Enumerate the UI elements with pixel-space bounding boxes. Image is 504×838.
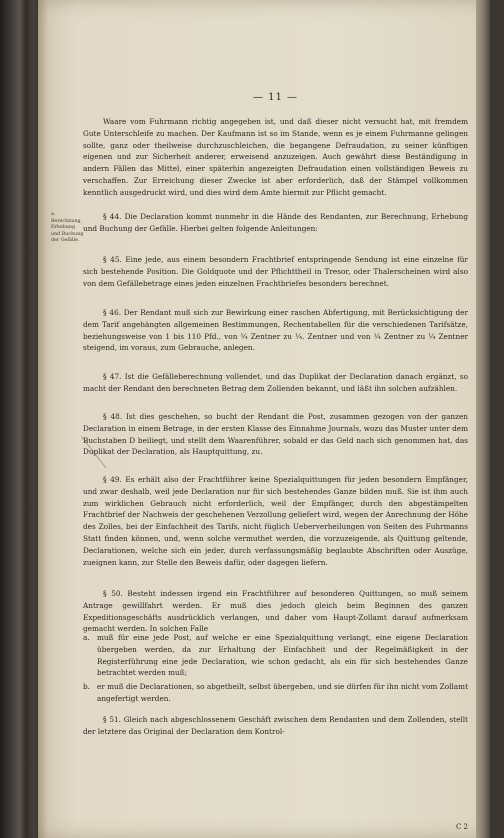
paragraph-51: § 51. Gleich nach abgeschlossenem Geschäft zwischen dem Rendanten und dem Zollenden, stellt der letztere das Original der Declaration dem Kontrol- xyxy=(83,715,468,736)
signature-mark: C 2 xyxy=(455,823,468,831)
page-content xyxy=(51,0,469,838)
document-page xyxy=(38,0,490,838)
list-item-a xyxy=(83,632,468,679)
list-item-a-text: muß für eine jede Post, auf welche er eine Spezialquittung verlangt, eine eigene Declaration übergeben werden, da zur Erhaltung der Einfachheit und der Regelmäßigkeit in der Registerführung eine jede Declaration, wie schon gedacht, als ein für sich bestehendes Ganze betrachtet werden muß; xyxy=(97,633,468,678)
paragraph-49: § 49. Es erhält also der Frachtführer keine Spezialquittungen für jeden besondern Empfänger, und zwar deshalb, weil jede Declaration nur für sich bestehendes Ganze bilden muß. Sie ist ihm auch zum wirklichen Gebrauch nicht erforderlich, weil der Empfänger, durch den abgestämpelten Frachtbrief der Nachweis der geschehenen Verzollung geliefert wird, wegen der Anrechnung der Höhe des Zolles, bei der Einfachheit des Tarifs, nicht füglich Ueberverheilungen von Seiten des Fuhrmanns Statt finden können, und, wenn solche vermuthet werden, die vorzuzeigende, als Quittung geltende, Declarationen, welche sich ein jeder, durch verfassungsmäßig beglaubte Abschriften oder Auszüge, zueignen kann, zur Stelle den Beweis dafür, oder dagegen liefern. xyxy=(83,475,468,567)
paragraph-48: § 48. Ist dies geschehen, so bucht der Rendant die Post, zusammen gezogen von der ganzen Declaration in einem Betrage, in der ersten Klasse des Einnahme Journals, wozu das Muster unter dem Buchstaben D beiliegt, und stellt dem Waarenführer, sobald er das Geld nach sich genommen hat, das Duplikat der Declaration, als Hauptquittung, zu. xyxy=(83,412,468,457)
paragraph-45: § 45. Eine jede, aus einem besondern Frachtbrief entspringende Sendung ist eine einzelne für sich bestehende Position. Die Goldquote und der Pflichttheil in Tresor, oder Thalerscheinen wird also von dem Gefällebetrage eines jeden einzelnen Frachtbriefes besonders berechnet. xyxy=(83,255,468,288)
paragraph-intro: Waare vom Fuhrmann richtig angegeben ist, und daß dieser nicht versucht hat, mit fremdem Gute Unterschleife zu machen. Der Kaufmann ist so im Stande, wenn es je einem Fuhrmanne gelingen sollte, ganz oder theilweise durchzuschleichen, die begangene Defraudation, zu seiner künftigen eigenen und zur Sicherheit anderer, erweisend anzuzeigen. Auch gewährt diese Beständigung in andern Fällen das Mittel, einer späterhin angezeigten Defraudation einen vollständigen Beweis zu verschaffen. Zur Erreichung dieser Zwecke ist aber erforderlich, daß der Stämpel vollkommen kenntlich ausgedruckt wird, und dies wird dem Amte hiermit zur Pflicht gemacht. xyxy=(83,117,468,197)
page-edge-shadow xyxy=(476,0,490,838)
paragraph-47: § 47. Ist die Gefälleberechnung vollendet, und das Duplikat der Declaration danach ergänzt, so macht der Rendant den berechneten Betrag dem Zollenden bekannt, und läßt ihn solchen aufzählen. xyxy=(83,372,468,393)
paragraph-50: § 50. Besteht indessen irgend ein Frachtführer auf besonderen Quittungen, so muß seinem Antrage gewillfahrt werden. Er muß dies jedoch gleich beim Beginnen des ganzen Expeditionsgeschäfts ausdrücklich verlangen, und daher vom Haupt-Zollamt darauf aufmerksam gemacht werden. In solchen Falle xyxy=(83,589,468,634)
page-number: — 11 — xyxy=(252,92,299,103)
list-item-a-label: a. xyxy=(83,633,90,642)
list-item-b-text: er muß die Declarationen, so abgetheilt, selbst übergeben, und sie dürfen für ihn nicht vom Zollamt angefertigt werden. xyxy=(97,682,469,703)
paragraph-44: § 44. Die Declaration kommt nunmehr in die Hände des Rendanten, zur Berechnung, Erhebung und Buchung der Gefälle. Hierbei gelten folgende Anleitungen: xyxy=(83,212,468,233)
list-item-b-label: b. xyxy=(83,682,90,691)
list-item-b xyxy=(83,681,469,705)
margin-note: a. Berechnung, Erhebung und Buchung der Gefälle. xyxy=(51,212,84,244)
paragraph-46: § 46. Der Rendant muß sich zur Bewirkung einer raschen Abfertigung, mit Berücksichtigung der dem Tarif angehängten allgemeinen Bestimmungen, Rechentabellen für die verschiedenen Tarifsätze, beziehungsweise von 1 bis 110 Pfd., von ¼ Zentner zu ¼. Zentner und von ¼ Zentner zu ¼ Zentner steigend, im voraus, zum Gebrauche, anlegen. xyxy=(83,308,468,353)
